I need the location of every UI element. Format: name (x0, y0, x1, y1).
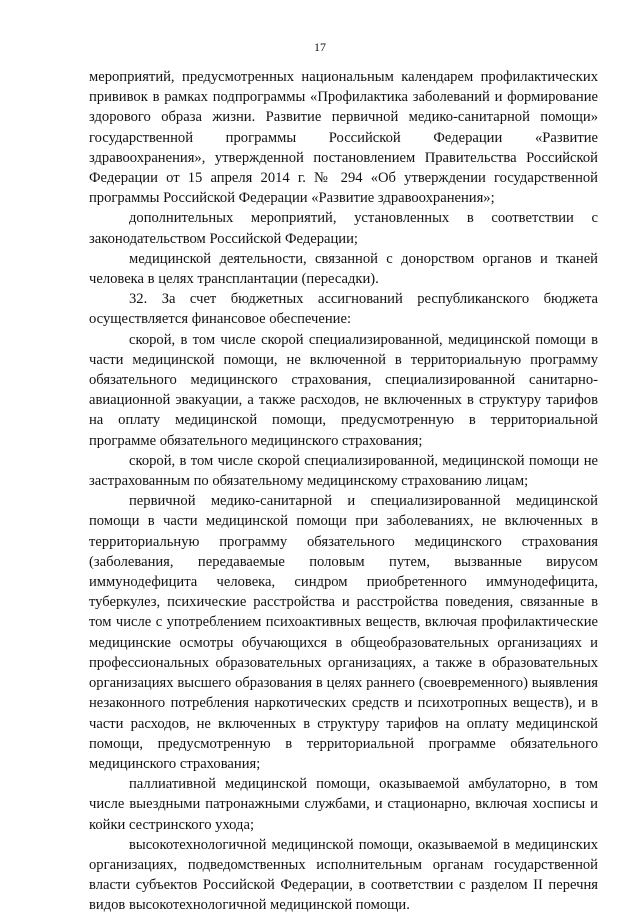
paragraph-high-tech-care: высокотехнологичной медицинской помощи, оказываемой в медицинских организациях, подведомственных исполнительным органам государственной власти субъектов Российской Федерации, в соответствии с разделом II перечня видов высокотехнологичной медицинской помощи. (89, 836, 598, 914)
page-number: 17 (314, 40, 326, 54)
paragraph-organ-donation: медицинской деятельности, связанной с донорством органов и тканей человека в целях трансплантации (пересадки). (89, 250, 598, 288)
paragraph-palliative-care: паллиативной медицинской помощи, оказываемой амбулаторно, в том числе выездными патронажными службами, и стационарно, включая хосписы и койки сестринского ухода; (89, 776, 598, 833)
paragraph-primary-specialized-care: первичной медико-санитарной и специализированной медицинской помощи в части медицинской помощи при заболеваниях, не включенных в территориальную программу обязательного медицинского страхования (заболевания, передаваемые половым путем, вызванные вирусом иммунодефицита человека, синдром приобретенного иммунодефицита, туберкулез, психические расстройства и расстройства поведения, связанные в том числе с употреблением психоактивных веществ, включая профилактические медицинские осмотры обучающихся в общеобразовательных организациях и профессиональных образовательных организациях, а также в образовательных организациях высшего образования в целях раннего (своевременного) выявления незаконного потребления наркотических средств и психотропных веществ), и в части расходов, не включенных в структуру тарифов на оплату медицинской помощи, предусмотренную в территориальной программе обязательного медицинского страхования; (89, 493, 598, 772)
paragraph-immunization-continuation: мероприятий, предусмотренных национальным календарем профилактических прививок в рамках подпрограммы «Профилактика заболеваний и формирование здорового образа жизни. Развитие первичной медико-санитарной помощи» государственной программы Российской Федерации «Развитие здравоохранения», утвержденной постановлением Правительства Российской Федерации от 15 апреля 2014 г. № 294 «Об утверждении государственной программы Российской Федерации «Развитие здравоохранения»; (89, 69, 598, 207)
paragraph-additional-measures: дополнительных мероприятий, установленных в соответствии с законодательством Российской Федерации; (89, 210, 598, 247)
document-body (89, 67, 598, 916)
paragraph-emergency-care: скорой, в том числе скорой специализированной, медицинской помощи в части медицинской помощи, не включенной в территориальную программу обязательного медицинского страхования, специализированной санитарно-авиационной эвакуации, а также расходов, не включенных в структуру тарифов на оплату медицинской помощи, предусмотренную в территориальной программе обязательного медицинского страхования; (89, 331, 598, 449)
paragraph-clause-32: 32. За счет бюджетных ассигнований республиканского бюджета осуществляется финансовое обеспечение: (89, 291, 598, 328)
paragraph-emergency-care-uninsured: скорой, в том числе скорой специализированной, медицинской помощи не застрахованным по обязательному медицинскому страхованию лицам; (89, 452, 598, 490)
